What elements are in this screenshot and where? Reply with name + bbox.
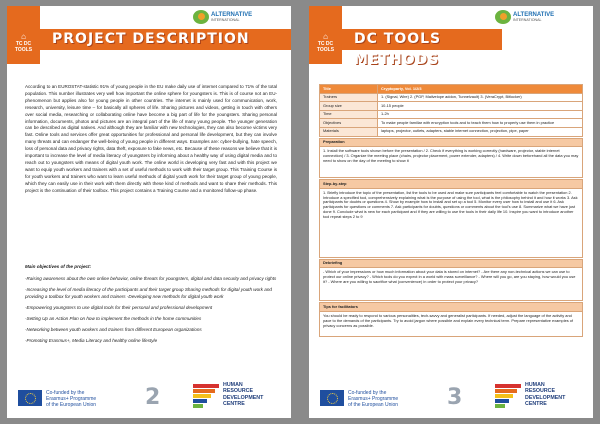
table-row [320, 119, 583, 128]
table-cell-value: laptops, projector, outlets, adapters, stable internet connection, projection, pipe, paper [378, 127, 583, 136]
section-body: 1. Briefly introduce the topic of the presentation, list the tools to be used and make sure participants feel comfortable to watch the presentation 2. Introduce a specified tool, comprehensively explaining what is the purpose of using the tool, what is the philosophy behind it and how it works 3. Ask participants for doubts or questions 4. Show by example how to install and set up a tool 5. Monitor every user how to install and use it 6. Ask participants for questions or comments 7. Ask participants for doubts, questions or comments about the tool's use 8. Summarize what we have just done 9. Conclude what is new for each participant and if they are willing to use the tools in their daily life 10. Inspire you want to introduce another tool repeat steps 2 to 9 [319, 188, 583, 258]
brand-mark-icon [495, 10, 511, 24]
page-footer [309, 382, 593, 414]
table-cell-label: Time [320, 110, 378, 119]
table-row [320, 110, 583, 119]
tc-dc-tools-logo [7, 6, 40, 64]
erasmus-funding-text [348, 390, 398, 408]
erasmus-funding-text [46, 390, 96, 408]
section-body: - Which of your impressions or how much information about your data is stored on internet? - Are there any non-technical actions we can use to protect our online privacy? - Which tools do you expect in a world with mass surveillance? - Where will you go, are you staying, how would you use it? - Where are you willing to sacrifice what (convenience) in order to protect your privacy? [319, 267, 583, 301]
table-row [320, 93, 583, 102]
objective-item: -Networking between youth workers and trainers from different European organizations [25, 327, 202, 333]
hrdc-bars-icon [193, 384, 219, 410]
objectives-heading: Main objectives of the project: [25, 264, 92, 269]
hr-line: DEVELOPMENT [525, 394, 566, 401]
eu-line: Co-funded by the [46, 390, 85, 396]
objective-item: -Raising awareness about the own online behavior, online threats for youngsters, digital and data security and privacy rights [25, 276, 277, 282]
eu-flag-icon [320, 390, 344, 406]
section-tips [319, 302, 583, 337]
section-title: Preparation [319, 138, 583, 147]
table-cell-label: Trainers [320, 93, 378, 102]
eu-line: Erasmus+ Programme [46, 396, 97, 402]
alternative-international-logo [193, 10, 252, 24]
section-debriefing [319, 259, 583, 302]
objectives-list [25, 264, 277, 350]
project-body-text [25, 84, 277, 195]
brand-sub: INTERNATIONAL [211, 18, 240, 22]
page-number: 2 [145, 385, 161, 410]
hr-line: RESOURCE [525, 388, 556, 395]
hr-line: RESOURCE [223, 388, 254, 395]
hr-line: DEVELOPMENT [223, 394, 264, 401]
brand-name: ALTERNATIVE [513, 12, 555, 18]
table-cell-label: Materials [320, 127, 378, 136]
hr-line: CENTRE [525, 401, 547, 408]
hr-line: HUMAN [525, 382, 545, 388]
section-body: You should be ready to respond to various personalities, tech-savvy and generalist participants. If needed, adjust the language of the activity and pace to the demands of the participants. Try to avoid jargon where possible and explain every technical term. Prepare representative examples of privacy concerns as possible. [319, 311, 583, 337]
hrdc-text [525, 382, 565, 408]
alternative-international-logo [495, 10, 554, 24]
hrdc-bars-icon [495, 384, 521, 410]
method-info-table [319, 84, 583, 137]
page-number: 3 [447, 385, 463, 410]
hrdc-text [223, 382, 263, 408]
page-footer [7, 382, 291, 414]
section-preparation [319, 138, 583, 179]
globe-icon: ⌂ [323, 32, 328, 41]
section-title: Tips for facilitators [319, 302, 583, 311]
eu-line: of the European Union [348, 402, 399, 408]
table-cell-value: Cryptoparty, Vol. 1/2/3 [378, 85, 583, 94]
tc-dc-tools-logo [309, 6, 342, 64]
body-paragraph: According to an EUROSTAT-statistic 91% of young people in the EU make daily use of internet compared to 71% of the total population. This number illustrates very well how important the online sphere for youngsters is. This is of course not an EU-phenomenon but applies also for young people in other countries. The internet is mainly used for communication, work, research, university, leisure time – for basically all spheres of life. Sharing pictures and videos, getting in touch with others over social media, researching or collaborating online have become a big part of life for the youngsters. Sharing personal information, documents, photos and pictures are an integral part of the life of many young people. The younger generation can be described as digital natives. And although they are familiar with new technologies, they can also become victims very fast. Online tools and services offer great opportunities for professional and personal life development, but they can involve many threats and can endanger the well-being of young people in different ways. Examples are: cyber-bullying, hate speech, loss of personal data and privacy rights, data theft, exposure to fake news, etc. Because of these reasons we believe that it is important to increase the level of media literacy of youngsters by informing about a healthy way of using digital media and to reach out to youngsters with means of digital youth work. The online world is developing very fast and with this project we want to equip youth workers and trainers with a set of useful methods to work with their target group. This Training Course is for youth workers and trainers who want to learn useful methods of digital youth work for their target group of young people, which they can easily use in their work with them directly with these kind of methods and want to share their methods. This project is the continuation of their toolbox. This project contains a Training Course and a monitored follow-up phase. [25, 84, 277, 193]
objective-item: -Increasing the level of media literacy of the participants and their target group Sharing methods for digital youth work and providing a toolbox for youth workers and trainers -Developing new methods for digital youth work [25, 287, 272, 299]
logo-text: TC DC TOOLS [316, 41, 335, 53]
section-step-by-step [319, 179, 583, 258]
eu-line: of the European Union [46, 402, 97, 408]
table-cell-value: To make people familiar with encryption tools and to teach them how to properly use them in practice [378, 119, 583, 128]
objective-item: -Promoting Erasmus+, Media Literacy and healthy online lifestyle [25, 338, 158, 344]
table-cell-value: 1-2h [378, 110, 583, 119]
table-cell-label: Title [320, 85, 378, 94]
table-row [320, 102, 583, 111]
brand-mark-icon [193, 10, 209, 24]
table-row [320, 85, 583, 94]
table-cell-label: Objectives [320, 119, 378, 128]
objective-item: -Empowering youngsters to use digital tools for their personal and professional development [25, 304, 213, 310]
page-title: PROJECT DESCRIPTION [52, 31, 250, 47]
globe-icon: ⌂ [21, 32, 26, 41]
table-cell-value: 10-15 people [378, 102, 583, 111]
eu-line: Co-funded by the [348, 390, 387, 396]
objective-item: -Setting Up an Action Plan on how to implement the methods in the home communities [25, 316, 202, 322]
page-dc-tools-methods [309, 6, 593, 418]
table-cell-value: 1. (Signal, Wire) 2. (PGP, Mailvelope addon, Tunnelvault) 3. (VeraCrypt, Bitlocker) [378, 93, 583, 102]
page-title: DC TOOLS METHODS [354, 31, 442, 68]
section-body: 1. Install the software tools shown before the presentation / 2. Check if everything is working correctly (hardware, projector, stable internet connection) / 3. Organize the meeting place (chairs, projector placement, power extender, adapters) / 4. Write down beforehand all the data you may need to show on the day of the meeting to show it [319, 146, 583, 178]
hrdc-logo [495, 382, 583, 412]
page-project-description [7, 6, 291, 418]
eu-flag-icon [18, 390, 42, 406]
hr-line: CENTRE [223, 401, 245, 408]
hr-line: HUMAN [223, 382, 243, 388]
hrdc-logo [193, 382, 281, 412]
eu-line: Erasmus+ Programme [348, 396, 399, 402]
section-title: Step-by-step [319, 179, 583, 188]
logo-text: TC DC TOOLS [14, 41, 33, 53]
method-table [319, 84, 583, 337]
table-cell-label: Group size [320, 102, 378, 111]
page-title-band [342, 29, 502, 68]
brand-name: ALTERNATIVE [211, 12, 253, 18]
section-title: Debriefing [319, 259, 583, 268]
page-title-band [40, 29, 291, 50]
table-row [320, 127, 583, 136]
brand-sub: INTERNATIONAL [513, 18, 542, 22]
